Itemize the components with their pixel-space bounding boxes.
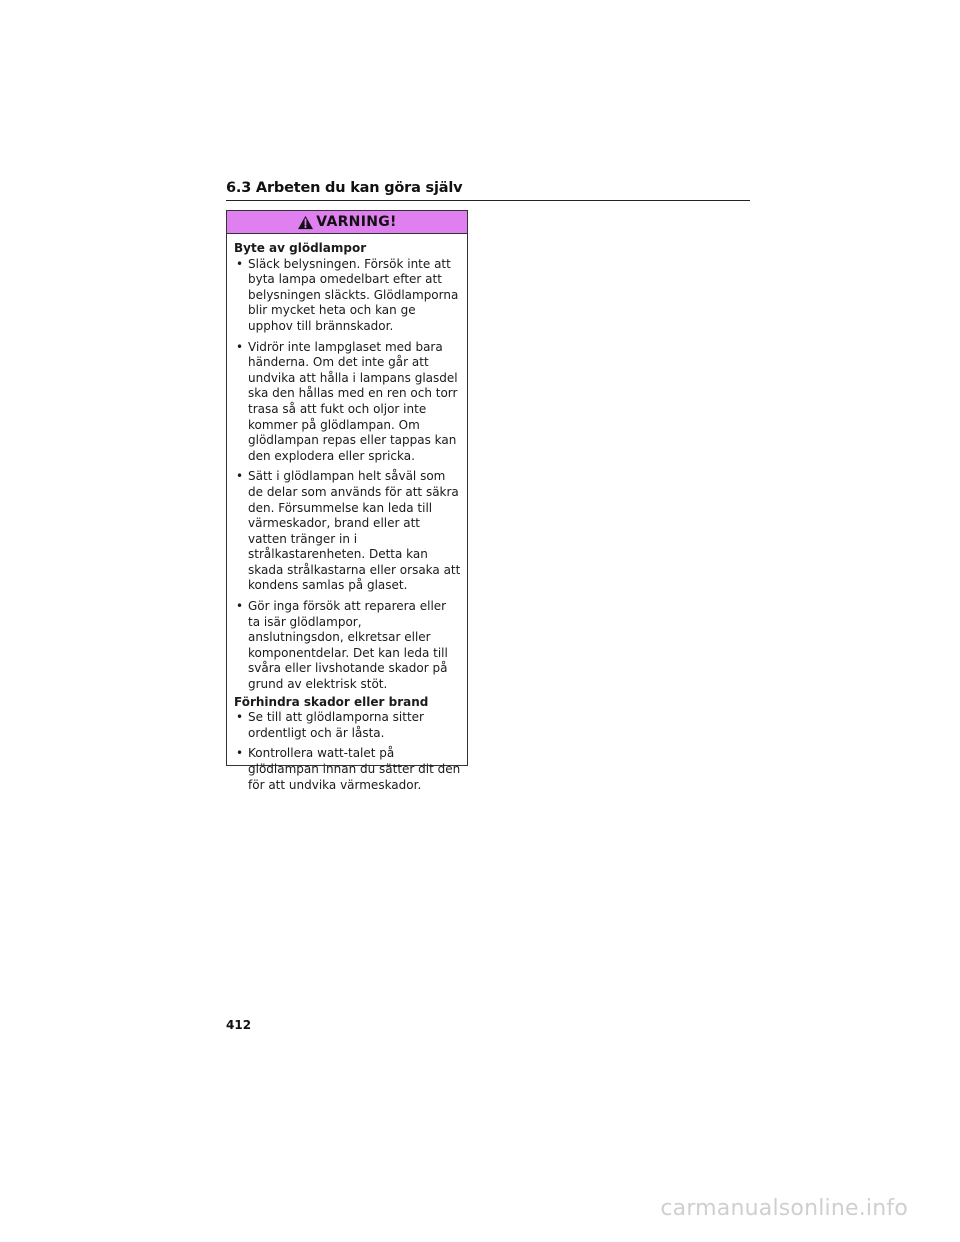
warning-list — [234, 257, 461, 693]
list-item — [234, 340, 461, 465]
list-item-text: Släck belysningen. Försök inte att byta lampa omedelbart efter att belysningen släckts. Glödlamporna blir mycket heta och kan ge upphov till brännskador. — [248, 256, 459, 333]
list-item-text: Kontrollera watt-talet på glödlampan innan du sätter dit den för att undvika värmeskador. — [248, 746, 461, 792]
bullet: • — [236, 339, 244, 354]
bullet: • — [236, 469, 244, 484]
warning-list — [234, 710, 461, 793]
warning-body — [227, 234, 467, 793]
bullet: • — [236, 710, 244, 725]
list-item-text: Gör inga försök att reparera eller ta isär glödlampor, anslutningsdon, elkretsar eller komponentdelar. Det kan leda till svåra eller livshotande skador på grund av elektrisk stöt. — [248, 599, 448, 692]
warning-box — [226, 210, 468, 792]
list-item — [234, 746, 461, 793]
list-item — [234, 710, 461, 741]
bullet: • — [236, 256, 244, 271]
bullet: • — [236, 746, 244, 761]
list-item — [234, 599, 461, 693]
list-item-text: Se till att glödlamporna sitter ordentligt och är låsta. — [248, 710, 424, 740]
list-item-text: Sätt i glödlampan helt såväl som de delar som används för att säkra den. Försummelse kan leda till värmeskador, brand eller att vatten tränger in i strålkastarenheten. Detta kan skada strålkastarna eller orsaka att kondens samlas på glaset. — [248, 469, 461, 593]
warning-subheading: Byte av glödlampor — [234, 241, 367, 255]
page-number: 412 — [226, 1018, 252, 1032]
section-title: 6.3 Arbeten du kan göra själv — [226, 180, 463, 196]
list-item — [234, 469, 461, 594]
bullet: • — [236, 599, 244, 614]
warning-label: VARNING! — [316, 214, 397, 230]
list-item — [234, 257, 461, 335]
warning-triangle-icon — [297, 215, 314, 230]
list-item-text: Vidrör inte lampglaset med bara händerna. Om det inte går att undvika att hålla i lampans glasdel ska den hållas med en ren och torr trasa så att fukt och oljor inte kommer på glödlampan. Om glödlampan repas eller tappas kan den explodera eller spricka. — [248, 339, 458, 463]
watermark: carmanualsonline.info — [660, 1196, 908, 1221]
warning-subheading: Förhindra skador eller brand — [234, 694, 429, 709]
section-header — [226, 179, 750, 201]
warning-header — [227, 211, 467, 234]
